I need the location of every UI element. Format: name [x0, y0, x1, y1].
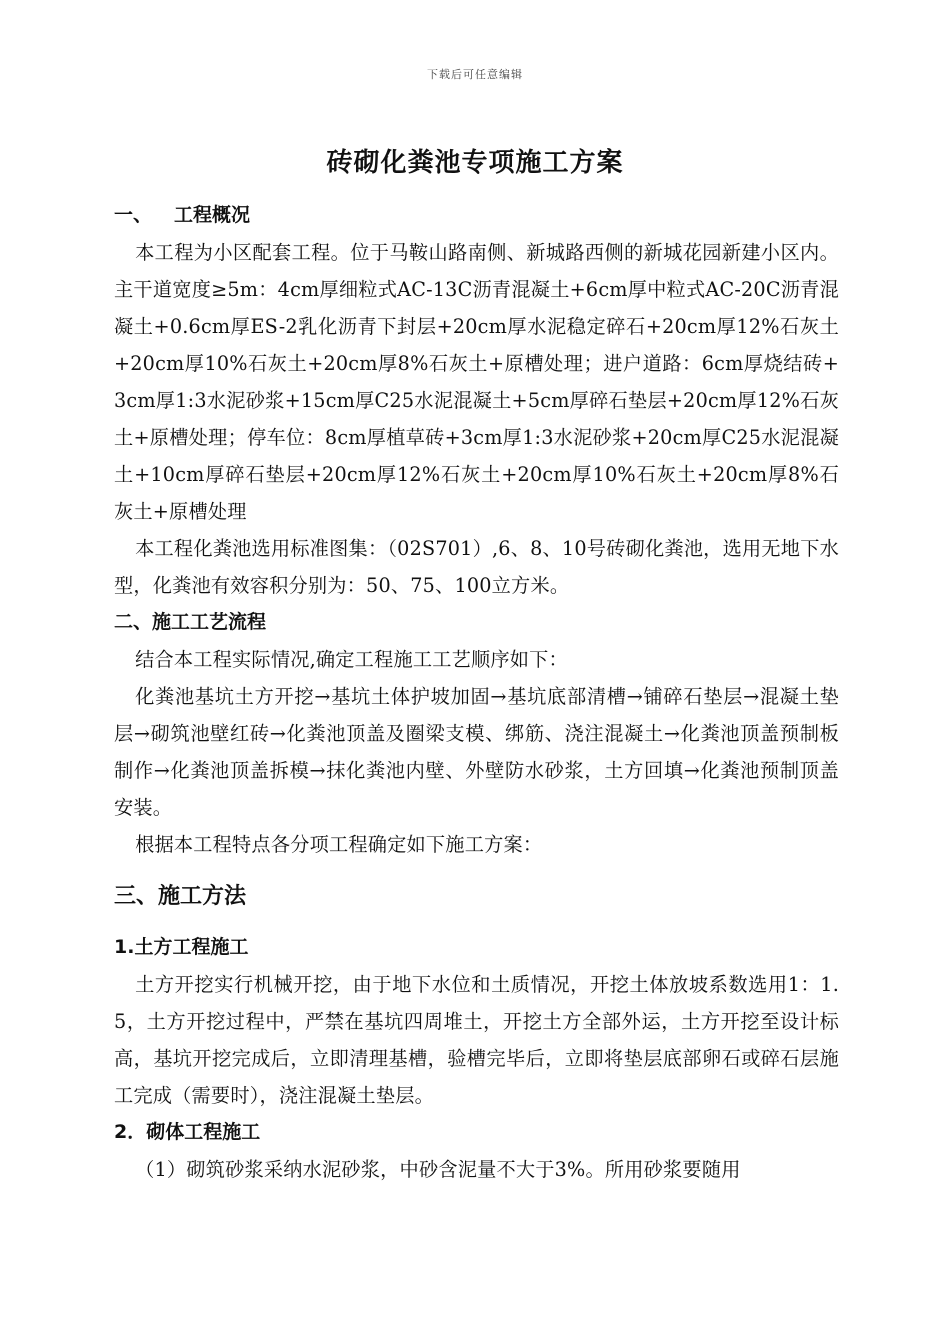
section-heading-overview — [114, 197, 839, 234]
section-number: 一、 — [114, 204, 153, 226]
document-body — [114, 197, 839, 1188]
paragraph-masonry-1: （1）砌筑砂浆采纳水泥砂浆，中砂含泥量不大于3%。所用砂浆要随用 — [135, 1158, 741, 1181]
paragraph-process-3: 根据本工程特点各分项工程确定如下施工方案： — [135, 833, 543, 856]
section-heading-methods: 三、施工方法 — [114, 884, 247, 909]
subsection-heading-masonry: 2．砌体工程施工 — [114, 1121, 261, 1143]
header-note: 下载后可任意编辑 — [427, 68, 523, 81]
document-title: 砖砌化粪池专项施工方案 — [326, 148, 624, 178]
paragraph-process-2: 化粪池基坑土方开挖→基坑土体护坡加固→基坑底部清槽→铺碎石垫层→混凝土垫层→砌筑池壁红砖→化粪池顶盖及圈梁支模、绑筋、浇注混凝土→化粪池顶盖预制板制作→化粪池顶盖拆模→抹化粪池内壁、外壁防水砂浆，土方回填→化粪池预制顶盖安装。 — [114, 685, 839, 819]
paragraph-overview-1: 本工程为小区配套工程。位于马鞍山路南侧、新城路西侧的新城花园新建小区内。主干道宽度≥5m：4cm厚细粒式AC-13C沥青混凝土+6cm厚中粒式AC-20C沥青混凝土+0.6cm厚ES-2乳化沥青下封层+20cm厚水泥稳定碎石+20cm厚12%石灰土+20cm厚10%石灰土+20cm厚8%石灰土+原槽处理；进户道路：6cm厚烧结砖+3cm厚1:3水泥砂浆+15cm厚C25水泥混凝土+5cm厚碎石垫层+20cm厚12%石灰土+原槽处理；停车位：8cm厚植草砖+3cm厚1:3水泥砂浆+20cm厚C25水泥混凝土+10cm厚碎石垫层+20cm厚12%石灰土+20cm厚10%石灰土+20cm厚8%石灰土+原槽处理 — [114, 241, 839, 523]
paragraph-process-1: 结合本工程实际情况,确定工程施工工艺顺序如下： — [135, 648, 568, 671]
paragraph-earthwork-1: 土方开挖实行机械开挖，由于地下水位和土质情况，开挖土体放坡系数选用1：1.5，土方开挖过程中，严禁在基坑四周堆土，开挖土方全部外运，土方开挖至设计标高，基坑开挖完成后，立即清理基槽，验槽完毕后，立即将垫层底部卵石或碎石层施工完成（需要时），浇注混凝土垫层。 — [114, 973, 839, 1107]
subsection-heading-earthwork: 1.土方工程施工 — [114, 936, 249, 958]
paragraph-overview-2: 本工程化粪池选用标准图集：（02S701）,6、8、10号砖砌化粪池，选用无地下水型，化粪池有效容积分别为：50、75、100立方米。 — [114, 537, 839, 597]
section-heading-text: 工程概况 — [174, 204, 251, 226]
section-heading-process: 二、施工工艺流程 — [114, 611, 267, 633]
